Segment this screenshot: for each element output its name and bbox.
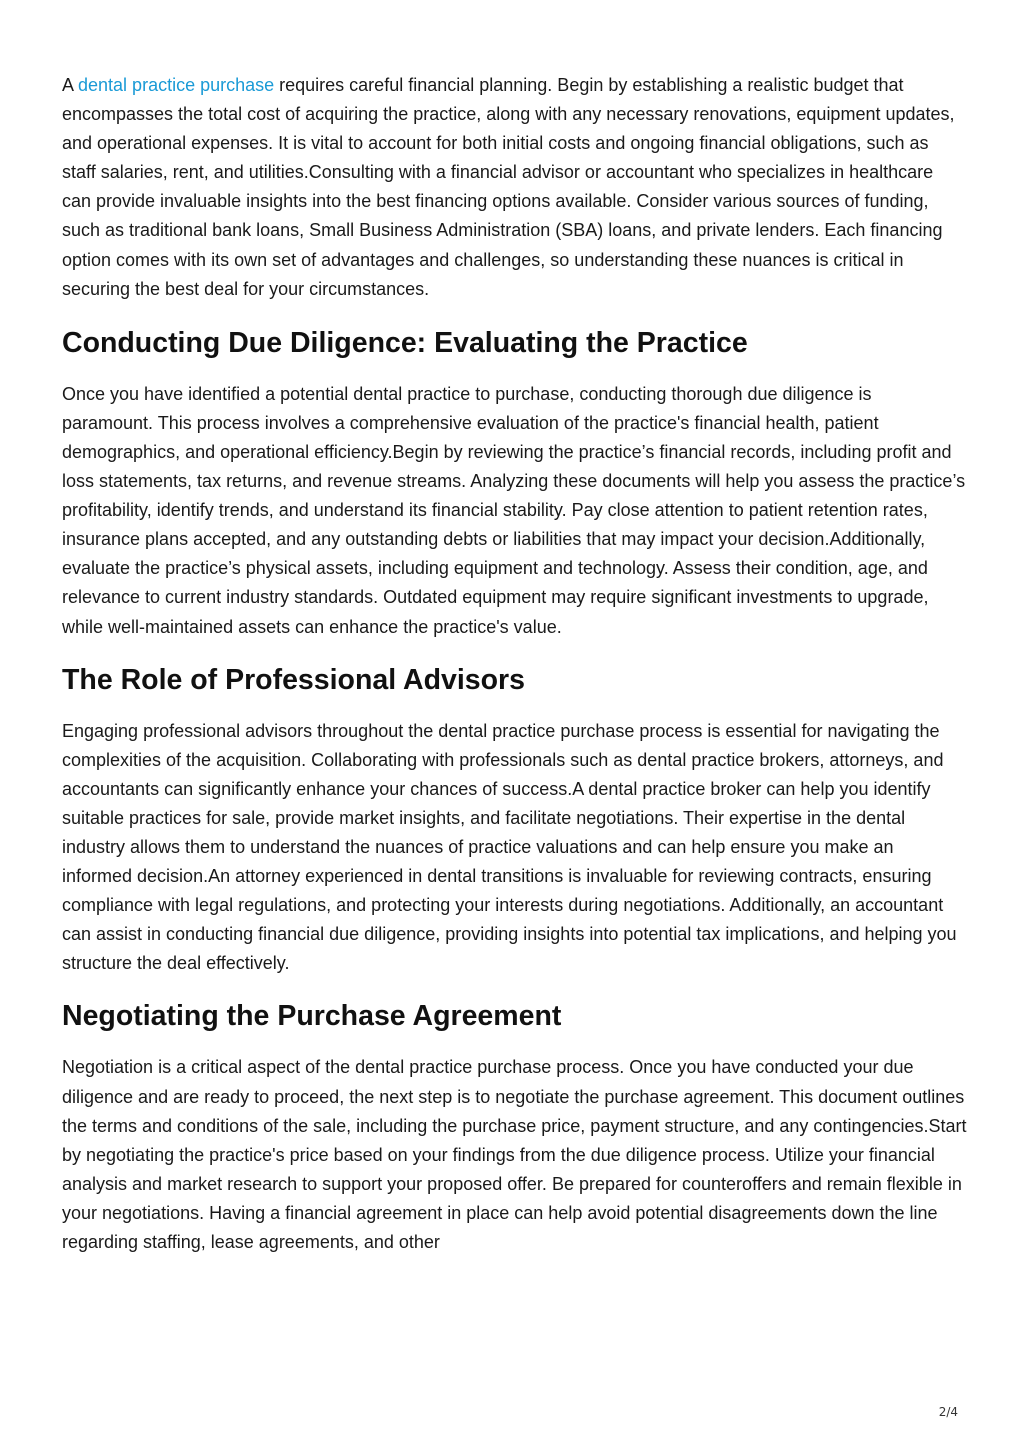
section-heading: Negotiating the Purchase Agreement: [62, 1000, 562, 1033]
section-heading: The Role of Professional Advisors: [62, 663, 525, 696]
section-purchase-agreement: [62, 998, 967, 1257]
section-paragraph: Once you have identified a potential dental practice to purchase, conducting thorough due diligence is paramount. This process involves a comprehensive evaluation of the practice's financial health, patient demographics, and operational efficiency.Begin by reviewing the practice’s financial records, including profit and loss statements, tax returns, and revenue streams. Analyzing these documents will help you assess the practice’s profitability, identify trends, and understand its financial stability. Pay close attention to patient retention rates, insurance plans accepted, and any outstanding debts or liabilities that may impact your decision.Additionally, evaluate the practice’s physical assets, including equipment and technology. Assess their condition, age, and relevance to current industry standards. Outdated equipment may require significant investments to upgrade, while well-maintained assets can enhance the practice's value.: [62, 383, 966, 637]
intro-prefix: A: [62, 75, 79, 95]
dental-practice-purchase-link[interactable]: dental practice purchase: [78, 75, 275, 95]
page-number: 2/4: [938, 1405, 958, 1419]
section-paragraph: Negotiation is a critical aspect of the dental practice purchase process. Once you have conducted your due diligence and are ready to proceed, the next step is to negotiate the purchase agreement. This document outlines the terms and conditions of the sale, including the purchase price, payment structure, and any contingencies.Start by negotiating the practice's price based on your findings from the due diligence process. Utilize your financial analysis and market research to support your proposed offer. Be prepared for counteroffers and remain flexible in your negotiations. Having a financial agreement in place can help avoid potential disagreements down the line regarding staffing, lease agreements, and other: [62, 1057, 967, 1252]
section-paragraph: Engaging professional advisors throughout the dental practice purchase process is essential for navigating the complexities of the acquisition. Collaborating with professionals such as dental practice brokers, attorneys, and accountants can significantly enhance your chances of success.A dental practice broker can help you identify suitable practices for sale, provide market insights, and facilitate negotiations. Their expertise in the dental industry allows them to understand the nuances of practice valuations and can help ensure you make an informed decision.An attorney experienced in dental transitions is invaluable for reviewing contracts, ensuring compliance with legal regulations, and protecting your interests during negotiations. Additionally, an accountant can assist in conducting financial due diligence, providing insights into potential tax implications, and helping you structure the deal effectively.: [62, 720, 957, 974]
intro-text: requires careful financial planning. Begin by establishing a realistic budget that encompasses the total cost of acquiring the practice, along with any necessary renovations, equipment updates, and operational expenses. It is vital to account for both initial costs and ongoing financial obligations, such as staff salaries, rent, and utilities.Consulting with a financial advisor or accountant who specializes in healthcare can provide invaluable insights into the best financing options available. Consider various sources of funding, such as traditional bank loans, Small Business Administration (SBA) loans, and private lenders. Each financing option comes with its own set of advantages and challenges, so understanding these nuances is critical in securing the best deal for your circumstances.: [62, 75, 955, 299]
intro-paragraph: [62, 71, 967, 304]
section-heading: Conducting Due Diligence: Evaluating the Practice: [62, 326, 748, 359]
section-due-diligence: [62, 325, 967, 642]
document-content: [62, 71, 967, 1277]
section-professional-advisors: [62, 662, 967, 979]
